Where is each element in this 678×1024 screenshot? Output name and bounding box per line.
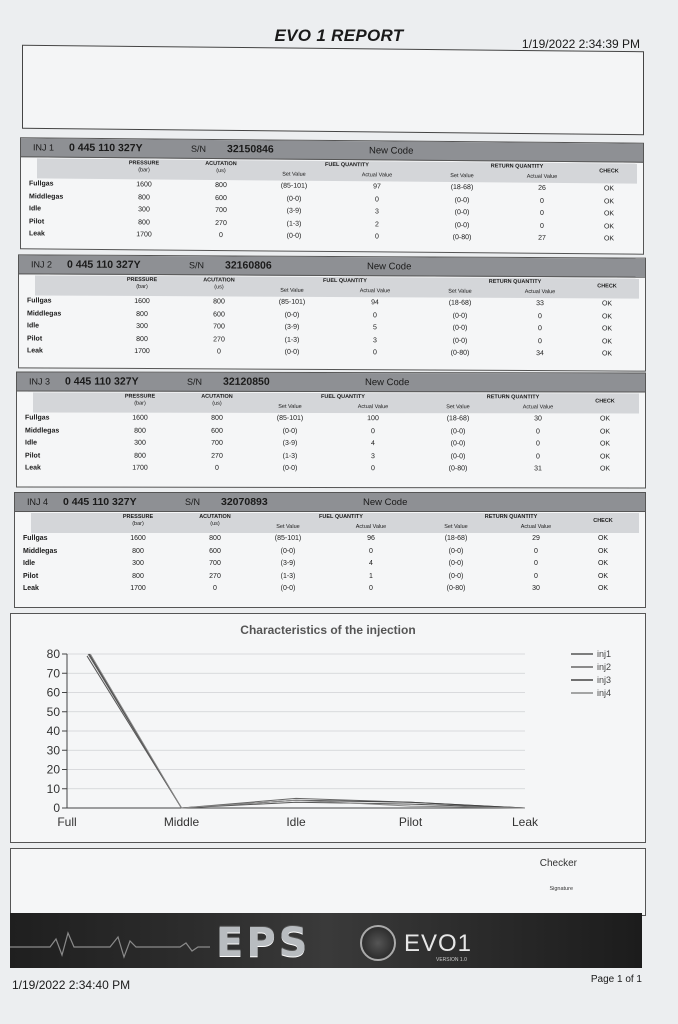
cell-pressure: 300 [138,206,150,214]
cell-return-actual: 34 [536,350,544,358]
cell-fuel-actual: 0 [375,195,379,203]
cell-pressure: 300 [134,439,146,447]
cell-acutation: 600 [211,427,223,435]
cell-fuel-set: (85-101) [280,182,308,190]
return-set-header: Set Value [444,524,468,530]
cell-check: OK [599,415,611,423]
serial-number: 32120850 [223,375,270,388]
cell-fuel-set: (85-101) [278,298,306,306]
cell-acutation: 270 [209,572,221,580]
cell-fuel-set: (0-0) [286,195,302,203]
cell-fuel-set: (1-3) [286,220,302,228]
fuel-actual-header: Actual Value [359,288,391,295]
cell-fuel-set: (1-3) [282,452,298,460]
cell-return-actual: 0 [534,560,538,567]
cell-acutation: 800 [215,181,227,190]
cell-pressure: 800 [136,310,148,318]
table-row [17,452,645,465]
row-label: Fullgas [27,297,52,305]
cell-return-actual: 29 [532,535,540,542]
cell-acutation: 270 [215,219,227,227]
injection-chart-panel [10,613,646,843]
fuel-set-header: Set Value [280,287,304,294]
column-header [37,158,637,183]
x-tick-label: Idle [286,815,306,829]
cell-fuel-actual: 0 [369,585,373,592]
pressure-header: PRESSURE (bar) [128,160,160,174]
cell-return-actual: 0 [536,427,540,435]
table-row [15,560,645,572]
code-status: New Code [365,377,410,389]
return-set-header: Set Value [448,288,472,295]
serial-label: S/N [185,497,201,507]
code-status: New Code [369,145,414,157]
evo-product-name: EVO1 [404,930,473,957]
acutation-header: ACUTATION (us) [201,393,233,407]
y-tick-label: 80 [46,647,60,661]
cell-fuel-actual: 3 [375,208,379,216]
row-label: Idle [25,439,38,447]
cell-fuel-set: (0-0) [282,464,298,472]
cell-acutation: 600 [215,194,227,202]
cell-pressure: 800 [132,572,144,580]
cell-acutation: 0 [217,348,221,356]
cell-fuel-set: (85-101) [276,414,304,422]
cell-pressure: 800 [138,193,150,201]
cell-acutation: 270 [211,452,223,460]
serial-number: 32070893 [221,496,268,508]
cell-return-set: (0-0) [448,560,464,567]
y-tick-label: 10 [46,781,60,796]
cell-fuel-actual: 97 [373,183,381,191]
row-label: Idle [27,322,40,330]
check-header: CHECK [595,398,615,405]
cell-acutation: 0 [215,464,219,472]
fuel-quantity-header: FUEL QUANTITY [319,514,363,520]
cell-fuel-actual: 4 [371,440,375,448]
cell-acutation: 800 [211,414,223,422]
cell-return-set: (0-0) [454,209,470,217]
cell-fuel-actual: 3 [371,452,375,460]
cell-check: OK [597,585,609,592]
heartbeat-icon [10,913,210,968]
return-actual-header: Actual Value [526,173,558,180]
cell-pressure: 800 [132,547,144,555]
fuel-actual-header: Actual Value [361,172,393,179]
cell-return-actual: 0 [538,325,542,333]
header-box [22,45,644,136]
cell-pressure: 800 [134,452,146,460]
checker-label: Checker [539,858,577,869]
cell-pressure: 1700 [134,347,150,356]
cell-fuel-actual: 5 [373,324,377,332]
cell-fuel-set: (0-0) [284,311,300,319]
pressure-header: PRESSURE (bar) [126,276,158,291]
cell-check: OK [599,440,611,448]
cell-acutation: 700 [209,560,221,567]
row-label: Leak [23,585,39,592]
cell-check: OK [601,350,613,358]
return-quantity-header: RETURN QUANTITY [486,394,540,401]
row-label: Middlegas [29,192,64,201]
return-set-header: Set Value [446,404,470,411]
cell-fuel-actual: 96 [367,535,375,542]
cell-fuel-actual: 0 [369,547,373,555]
legend-entry: inj2 [597,662,612,672]
cell-return-actual: 0 [534,572,538,580]
cell-return-set: (18-68) [444,535,468,542]
cell-acutation: 800 [213,298,225,306]
cell-check: OK [603,210,615,218]
cell-check: OK [597,535,609,542]
acutation-header: ACUTATION (us) [203,277,235,291]
legend-entry: inj3 [597,675,612,685]
x-tick-label: Full [57,815,77,829]
cell-return-actual: 0 [534,547,538,555]
row-label: Leak [25,464,41,472]
cell-acutation: 700 [213,323,225,331]
cell-return-set: (0-0) [452,337,468,345]
serial-label: S/N [187,376,203,387]
cell-check: OK [603,185,615,193]
serial-number: 32150846 [227,143,274,156]
check-header: CHECK [599,168,619,175]
cell-fuel-actual: 3 [373,336,377,344]
cell-check: OK [601,337,613,345]
cell-fuel-set: (3-9) [286,207,302,215]
injector-code: 0 445 110 327Y [65,375,139,388]
cell-return-set: (0-0) [454,196,470,204]
eps-logo: EPS [216,920,311,966]
cell-fuel-actual: 0 [375,233,379,241]
cell-check: OK [603,235,615,243]
code-status: New Code [367,261,412,273]
serial-label: S/N [191,143,207,154]
cell-fuel-set: (3-9) [284,323,300,331]
table-row [17,414,645,427]
row-label: Middlegas [27,309,62,318]
table-row [19,347,645,362]
cell-return-actual: 33 [536,300,544,308]
cell-pressure: 1600 [134,297,150,306]
y-tick-label: 30 [46,743,60,758]
cell-return-set: (0-0) [454,221,470,229]
check-header: CHECK [593,518,613,524]
injection-chart [11,614,645,842]
cell-return-actual: 30 [534,415,542,423]
y-tick-label: 40 [46,724,60,738]
report-printed-date: 1/19/2022 2:34:39 PM [521,37,640,51]
return-quantity-header: RETURN QUANTITY [490,163,544,170]
series-line-inj1 [87,656,525,808]
injector-name: INJ 4 [27,497,49,507]
injector-name: INJ 3 [29,376,51,387]
acutation-header: ACUTATION (us) [205,160,237,175]
cell-fuel-set: (0-0) [280,547,296,555]
pressure-header: PRESSURE (bar) [122,514,154,527]
cell-pressure: 800 [136,335,148,343]
cell-pressure: 1700 [132,464,148,472]
cell-return-actual: 0 [536,452,540,460]
row-label: Leak [27,347,43,355]
row-label: Middlegas [23,547,58,555]
cell-check: OK [599,427,611,435]
cell-fuel-actual: 1 [369,572,373,580]
x-tick-label: Pilot [398,815,423,829]
cell-acutation: 700 [211,439,223,447]
eps-banner [10,913,642,968]
cell-return-actual: 0 [540,209,544,217]
cell-fuel-set: (1-3) [284,336,300,344]
column-header [31,513,639,533]
cell-return-set: (0-80) [452,234,472,242]
serial-label: S/N [189,260,205,271]
cell-return-actual: 30 [532,585,540,592]
cell-fuel-actual: 0 [373,349,377,357]
cell-return-actual: 0 [540,197,544,205]
cell-fuel-actual: 94 [371,299,379,307]
cell-fuel-set: (0-0) [282,427,298,435]
serial-number: 32160806 [225,259,272,272]
table-row [15,573,645,585]
cell-return-actual: 0 [536,440,540,448]
cell-fuel-set: (0-0) [284,348,300,356]
cell-check: OK [597,560,609,567]
cell-acutation: 700 [215,206,227,215]
legend-entry: inj4 [597,688,612,698]
cell-fuel-set: (3-9) [280,560,296,567]
injector-header [17,372,645,392]
check-header: CHECK [597,283,617,290]
cell-fuel-actual: 100 [367,415,379,423]
y-tick-label: 0 [53,801,60,815]
cell-return-actual: 0 [540,222,544,230]
cell-check: OK [599,465,611,473]
legend-entry: inj1 [597,649,612,659]
cell-return-actual: 0 [538,312,542,320]
cell-return-set: (18-68) [450,184,474,192]
cell-return-set: (0-80) [450,349,470,357]
return-actual-header: Actual Value [520,524,552,530]
x-tick-label: Leak [511,815,539,829]
row-label: Fullgas [25,414,50,422]
cell-check: OK [601,300,613,308]
row-label: Pilot [29,217,45,225]
cell-return-set: (0-0) [450,427,466,435]
signature-label: Signature [549,886,573,892]
cell-fuel-actual: 4 [369,560,373,567]
row-label: Idle [29,205,42,213]
fuel-set-header: Set Value [276,524,300,530]
return-quantity-header: RETURN QUANTITY [484,514,538,520]
fuel-actual-header: Actual Value [357,404,389,411]
cell-return-set: (0-80) [446,585,466,592]
cell-check: OK [597,572,609,580]
return-quantity-header: RETURN QUANTITY [488,278,542,286]
injector-table-3 [16,371,646,488]
y-tick-label: 50 [46,704,60,719]
table-row [17,439,645,452]
injector-code: 0 445 110 327Y [67,258,141,271]
cell-pressure: 1600 [132,414,148,422]
fuel-quantity-header: FUEL QUANTITY [325,161,369,169]
row-label: Pilot [23,572,39,580]
injector-code: 0 445 110 327Y [69,141,143,155]
code-status: New Code [363,497,408,508]
y-tick-label: 20 [46,762,60,777]
row-label: Fullgas [23,535,48,542]
injector-header [19,255,645,277]
injector-name: INJ 1 [33,142,55,153]
table-row [17,464,645,477]
y-tick-label: 60 [46,685,60,700]
cell-pressure: 800 [138,218,150,226]
cell-pressure: 300 [132,560,144,567]
cell-return-set: (0-0) [448,572,464,580]
fuel-actual-header: Actual Value [355,524,387,530]
seal-icon [360,925,396,961]
fuel-set-header: Set Value [278,403,302,410]
cell-return-actual: 31 [534,465,542,473]
fuel-quantity-header: FUEL QUANTITY [323,277,367,285]
row-label: Fullgas [29,180,54,188]
cell-acutation: 600 [209,547,221,555]
cell-return-set: (0-0) [452,324,468,332]
cell-return-set: (0-80) [448,465,468,473]
cell-pressure: 1700 [130,585,146,592]
cell-acutation: 0 [219,232,223,240]
cell-fuel-set: (1-3) [280,572,296,580]
cell-return-set: (18-68) [448,299,472,307]
column-header [35,275,639,298]
cell-return-set: (0-0) [450,440,466,448]
cell-return-set: (18-68) [446,415,470,423]
injector-code: 0 445 110 327Y [63,496,137,508]
fuel-set-header: Set Value [282,171,306,178]
cell-acutation: 270 [213,335,225,343]
cell-fuel-actual: 0 [373,311,377,319]
footer-date: 1/19/2022 2:34:40 PM [12,978,131,992]
cell-fuel-actual: 2 [375,220,379,228]
chart-title: Characteristics of the injection [240,623,416,637]
cell-return-set: (0-0) [452,312,468,320]
table-row [17,427,645,440]
table-row [15,585,645,597]
row-label: Idle [23,560,36,567]
cell-acutation: 600 [213,310,225,318]
cell-return-actual: 26 [538,184,546,192]
table-row [15,548,645,560]
cell-fuel-set: (0-0) [280,585,296,592]
cell-check: OK [599,452,611,460]
row-label: Middlegas [25,426,60,435]
injector-table-1 [20,137,644,254]
cell-pressure: 1600 [130,535,146,542]
row-label: Leak [29,230,45,238]
cell-check: OK [603,197,615,205]
row-label: Pilot [27,334,43,342]
y-tick-label: 70 [46,666,60,681]
x-tick-label: Middle [163,815,200,829]
table-row [15,535,645,547]
cell-fuel-actual: 0 [371,465,375,473]
cell-check: OK [601,312,613,320]
cell-return-actual: 0 [538,337,542,345]
cell-return-set: (0-0) [450,452,466,460]
row-label: Pilot [25,451,41,459]
cell-check: OK [597,547,609,555]
column-header [33,392,639,413]
injector-header [15,493,645,512]
return-actual-header: Actual Value [522,404,554,411]
injector-table-2 [18,254,646,371]
cell-fuel-set: (0-0) [286,232,302,240]
cell-pressure: 1600 [136,181,152,189]
cell-acutation: 800 [209,535,221,542]
cell-pressure: 1700 [136,231,152,239]
return-actual-header: Actual Value [524,289,556,296]
cell-return-actual: 27 [538,234,546,242]
injector-name: INJ 2 [31,259,53,270]
cell-return-set: (0-0) [448,547,464,555]
cell-check: OK [601,325,613,333]
fuel-quantity-header: FUEL QUANTITY [321,393,365,401]
cell-fuel-set: (3-9) [282,439,298,447]
injector-table-4 [14,492,646,608]
page-number: Page 1 of 1 [590,974,642,985]
cell-pressure: 300 [136,322,148,331]
report-title: EVO 1 REPORT [274,26,404,45]
cell-check: OK [603,222,615,230]
version-label: VERSION 1.0 [436,957,467,963]
checker-panel [10,848,646,916]
cell-acutation: 0 [213,585,217,592]
pressure-header: PRESSURE (bar) [124,393,156,407]
return-set-header: Set Value [450,173,474,180]
cell-fuel-actual: 0 [371,427,375,435]
acutation-header: ACUTATION (us) [199,514,231,527]
cell-pressure: 800 [134,427,146,435]
cell-fuel-set: (85-101) [274,535,302,542]
